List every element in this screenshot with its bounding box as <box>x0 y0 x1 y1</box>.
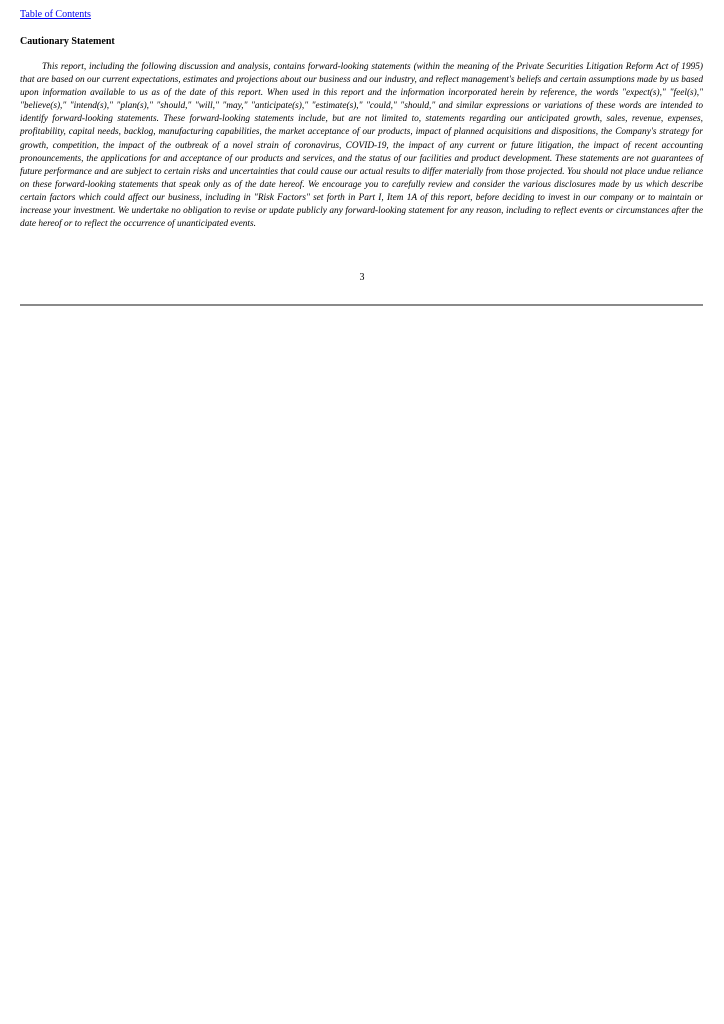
page-number: 3 <box>359 272 365 283</box>
section-heading: Cautionary Statement <box>20 36 115 47</box>
cautionary-statement-paragraph: This report, including the following discussion and analysis, contains forward-looking statements (within the meaning of the Private Securities Litigation Reform Act of 1995) that are based on our current expectations, estimates and projections about our business and our industry, and reflect management's beliefs and certain assumptions made by us based upon information available to us as of the date of this report. When used in this report and the information incorporated herein by reference, the words "expect(s)," "feel(s)," "believe(s)," "intend(s)," "plan(s)," "should," "will," "may," "anticipate(s)," "estimate(s)," "could," "should," and similar expressions or variations of these words are intended to identify forward-looking statements. These forward-looking statements include, but are not limited to, statements regarding our anticipated growth, sales, revenue, expenses, profitability, capital needs, backlog, manufacturing capabilities, the market acceptance of our products, impact of planned acquisitions and dispositions, the Company's strategy for growth, competition, the impact of the outbreak of a novel strain of coronavirus, COVID-19, the impact of any current or future litigation, the impact of recent accounting pronouncements, the applications for and acceptance of our products and services, and the status of our facilities and product development. These statements are not guarantees of future performance and are subject to certain risks and uncertainties that could cause our actual results to differ materially from those projected. You should not place undue reliance on these forward-looking statements that speak only as of the date hereof. We encourage you to carefully review and consider the various disclosures made by us which describe certain factors which could affect our business, including in "Risk Factors" set forth in Part I, Item 1A of this report, before deciding to invest in our company or to maintain or increase your investment. We undertake no obligation to revise or update publicly any forward-looking statement for any reason, including to reflect events or circumstances after the date hereof or to reflect the occurrence of unanticipated events. <box>20 62 703 230</box>
table-of-contents-link[interactable]: Table of Contents <box>20 9 91 20</box>
page-break-rule <box>20 304 703 306</box>
